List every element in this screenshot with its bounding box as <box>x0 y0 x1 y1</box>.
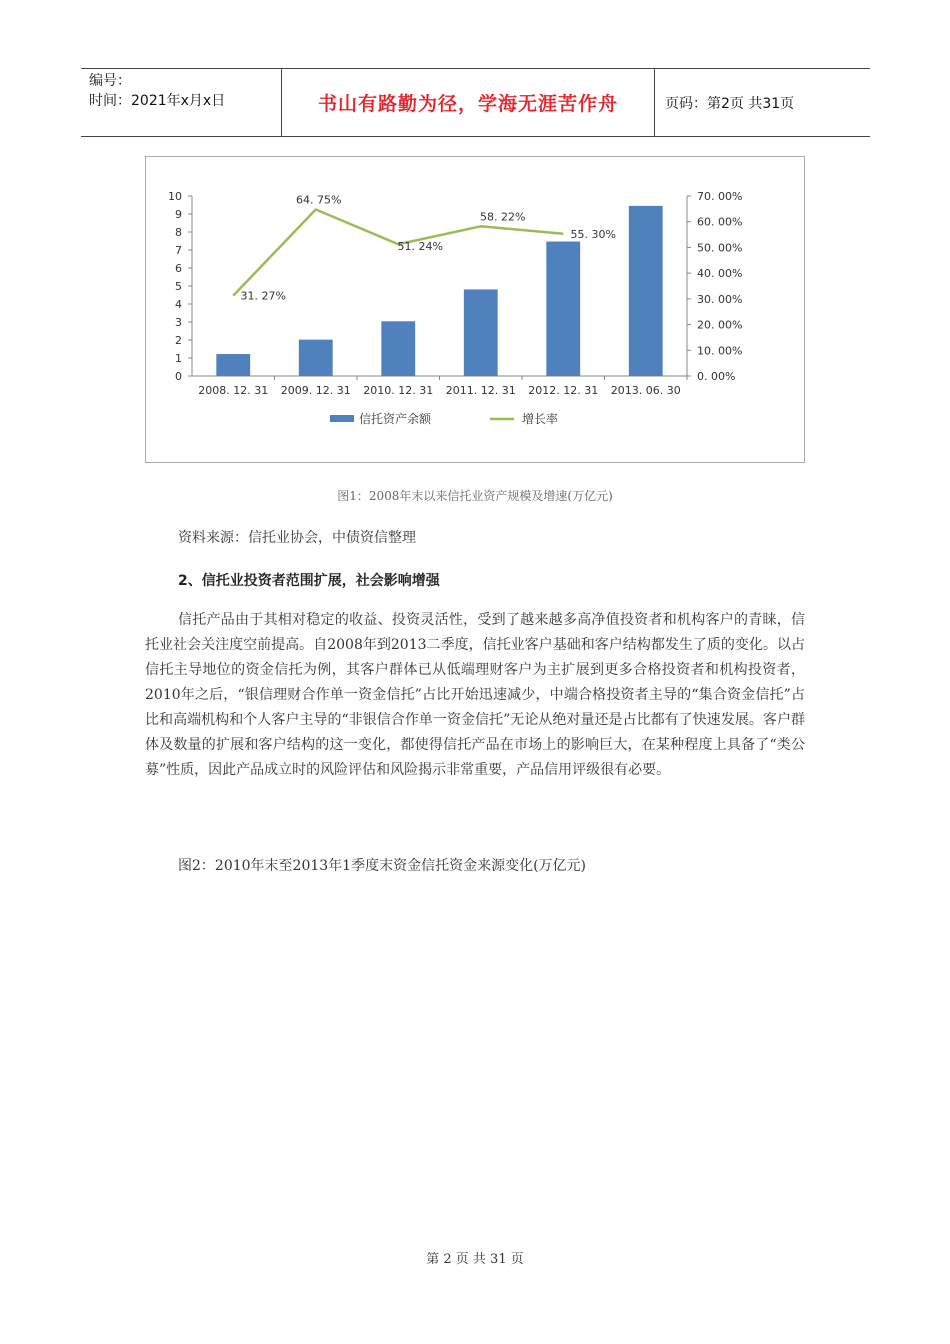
left-tick-label: 4 <box>175 298 182 311</box>
page-footer: 第 2 页 共 31 页 <box>426 1252 524 1267</box>
data-label: 55. 30% <box>570 227 616 241</box>
x-tick-label: 2009. 12. 31 <box>280 384 351 397</box>
right-tick-label: 10. 00% <box>697 344 743 358</box>
header-page-info: 页码：第2页 共31页 <box>665 95 795 112</box>
x-tick-label: 2011. 12. 31 <box>445 384 516 397</box>
legend-swatch-bars <box>330 415 354 422</box>
trust-assets-chart <box>146 157 804 462</box>
right-tick-label: 60. 00% <box>697 215 743 229</box>
left-tick-label: 9 <box>175 208 182 221</box>
right-tick-label: 0. 00% <box>697 370 736 383</box>
left-tick-label: 1 <box>175 352 182 365</box>
data-source: 资料来源：信托业协会，中债资信整理 <box>178 530 416 546</box>
figure-1-caption: 图1：2008年末以来信托业资产规模及增速(万亿元) <box>337 489 613 503</box>
bar <box>464 289 498 376</box>
chart-frame <box>145 156 805 463</box>
time-label: 时间：2021年x月x日 <box>89 93 226 109</box>
left-tick-label: 7 <box>175 244 182 257</box>
left-tick-label: 6 <box>175 262 182 275</box>
right-tick-label: 20. 00% <box>697 318 743 332</box>
left-tick-label: 5 <box>175 280 182 293</box>
bar <box>216 354 250 376</box>
right-tick-label: 40. 00% <box>697 267 743 281</box>
body-paragraph: 信托产品由于其相对稳定的收益、投资灵活性，受到了越来越多高净值投资者和机构客户的青睐，信托业社会关注度空前提高。自2008年到2013二季度，信托业客户基础和客户结构都发生了质的变化。以占信托主导地位的资金信托为例，其客户群体已从低端理财客户为主扩展到更多合格投资者和机构投资者，2010年之后，“银信理财合作单一资金信托”占比开始迅速减少，中端合格投资者主导的“集合资金信托”占比和高端机构和个人客户主导的“非银信合作单一资金信托”无论从绝对量还是占比都有了快速发展。客户群体及数量的扩展和客户结构的这一变化，都使得信托产品在市场上的影响巨大，在某种程度上具备了“类公募”性质，因此产品成立时的风险评估和风险揭示非常重要，产品信用评级很有必要。 <box>145 612 805 778</box>
header-motto: 书山有路勤为径，学海无涯苦作舟 <box>317 93 618 115</box>
bar <box>546 242 580 376</box>
x-tick-label: 2012. 12. 31 <box>528 384 599 397</box>
legend-label-bars: 信托资产余额 <box>359 412 432 426</box>
data-label: 64. 75% <box>296 193 342 207</box>
page-header <box>81 68 870 137</box>
code-label: 编号： <box>89 73 131 89</box>
x-tick-label: 2008. 12. 31 <box>198 384 269 397</box>
data-label: 51. 24% <box>397 240 443 254</box>
header-meta <box>81 69 282 136</box>
data-label: 58. 22% <box>480 210 526 224</box>
left-tick-label: 0 <box>175 370 182 383</box>
right-tick-label: 50. 00% <box>697 241 743 255</box>
x-tick-label: 2013. 06. 30 <box>610 384 681 397</box>
figure-2-caption: 图2：2010年末至2013年1季度末资金信托资金来源变化(万亿元) <box>178 858 586 874</box>
header-motto-cell <box>282 69 655 136</box>
bar <box>299 340 333 376</box>
right-tick-label: 30. 00% <box>697 292 743 306</box>
left-tick-label: 8 <box>175 226 182 239</box>
x-tick-label: 2010. 12. 31 <box>363 384 434 397</box>
right-tick-label: 70. 00% <box>697 190 743 203</box>
left-tick-label: 3 <box>175 316 182 329</box>
data-label: 31. 27% <box>240 289 286 303</box>
bar <box>381 321 415 376</box>
legend-label-line: 增长率 <box>522 412 559 426</box>
left-tick-label: 2 <box>175 334 182 347</box>
section-heading: 2、信托业投资者范围扩展，社会影响增强 <box>178 573 440 589</box>
left-tick-label: 10 <box>168 190 182 203</box>
bar <box>629 206 663 376</box>
